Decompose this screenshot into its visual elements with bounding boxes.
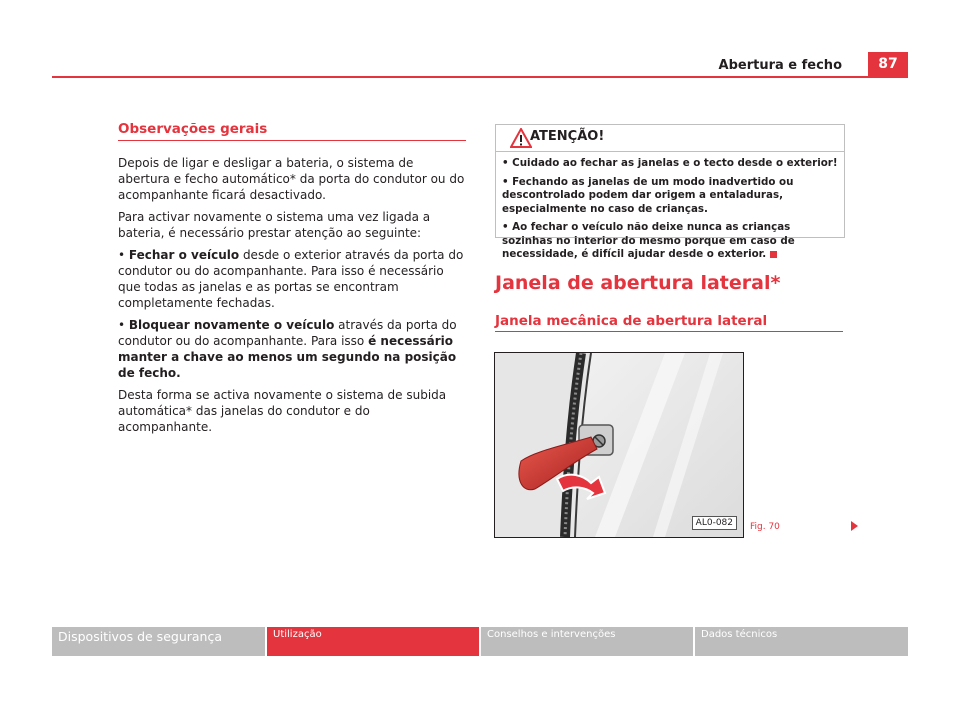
figure-label: Fig. 70 [750,522,780,532]
warning-item-3-text: Ao fechar o veículo não deixe nunca as crianças sozinhas no interior do mesmo porque em caso de necessidade, é difícil ajudar desde o exterior. [502,221,795,260]
tab-dispositivos-de-seguranca[interactable] [52,627,265,656]
warning-body [496,152,844,262]
tab-label: Conselhos e intervenções [487,629,616,640]
bullet-1: • Fechar o veículo desde o exterior através da porta do condutor ou do acompanhante. Para isso é necessário que todas as janelas e as portas se encontram completamente fechadas. [118,248,464,310]
paragraph-1: Depois de ligar e desligar a bateria, o sistema de abertura e fecho automático* da porta do condutor ou do acompanhante ficará desactivado. [118,156,465,202]
warning-title: ATENÇÃO! [530,129,605,144]
section-title: Observações gerais [118,121,466,141]
bullet-2-bold: Bloquear novamente o veículo [128,318,335,332]
warning-item-3: • Ao fechar o veículo não deixe nunca as crianças sozinhas no interior do mesmo porque em caso de necessidade, é difícil ajudar desde o exterior. [502,221,795,260]
paragraph-2: Para activar novamente o sistema uma vez ligada a bateria, é necessário prestar atenção ao seguinte: [118,210,431,240]
chapter-title: Janela de abertura lateral* [495,272,781,294]
figure-window-latch [494,352,744,538]
next-page-arrow-icon[interactable] [851,521,858,531]
warning-item-1-text: Cuidado ao fechar as janelas e o tecto desde o exterior! [512,157,838,169]
warning-item-1: • Cuidado ao fechar as janelas e o tecto desde o exterior! [502,157,838,169]
tab-conselhos-e-intervencoes[interactable] [481,627,693,656]
header-rule [52,76,908,78]
figure-code: AL0-082 [692,516,737,530]
bullet-2: • Bloquear novamente o veículo através da porta do condutor ou do acompanhante. Para isso é necessário manter a chave ao menos um segundo na posição de fecho. [118,318,457,380]
bullet-2-bold-end: é necessário manter a chave ao menos um segundo na posição de fecho. [118,334,457,380]
warning-item-2-text: Fechando as janelas de um modo inadvertido ou descontrolado podem dar origem a entaladuras, especialmente no caso de crianças. [502,175,794,215]
page-number: 87 [878,56,898,72]
paragraph-3: Desta forma se activa novamente o sistema de subida automática* das janelas do condutor e do acompanhante. [118,388,447,434]
bullet-1-bold: Fechar o veículo [128,248,240,262]
warning-box [495,124,845,260]
header-title: Abertura e fecho [718,58,842,73]
subsection-title: Janela mecânica de abertura lateral [495,313,843,332]
warning-item-2: • Fechando as janelas de um modo inadvertido ou descontrolado podem dar origem a entaladuras, especialmente no caso de crianças. [502,175,794,215]
bullet-1-text: desde o exterior através da porta do condutor ou do acompanhante. Para isso é necessário que todas as janelas e as portas se encontram completamente fechadas. [118,248,464,310]
warning-header [496,125,844,152]
latch-illustration [495,353,743,537]
warning-triangle-icon [510,128,532,148]
tab-utilizacao[interactable] [267,627,479,656]
tab-dados-tecnicos[interactable] [695,627,908,656]
tab-label: Utilização [273,629,322,640]
end-square-icon [770,251,777,258]
tab-label: Dados técnicos [701,629,778,640]
tab-label: Dispositivos de segurança [58,629,222,644]
bullet-2-text: através da porta do condutor ou do acompanhante. Para isso [118,318,457,348]
left-column [118,121,466,441]
